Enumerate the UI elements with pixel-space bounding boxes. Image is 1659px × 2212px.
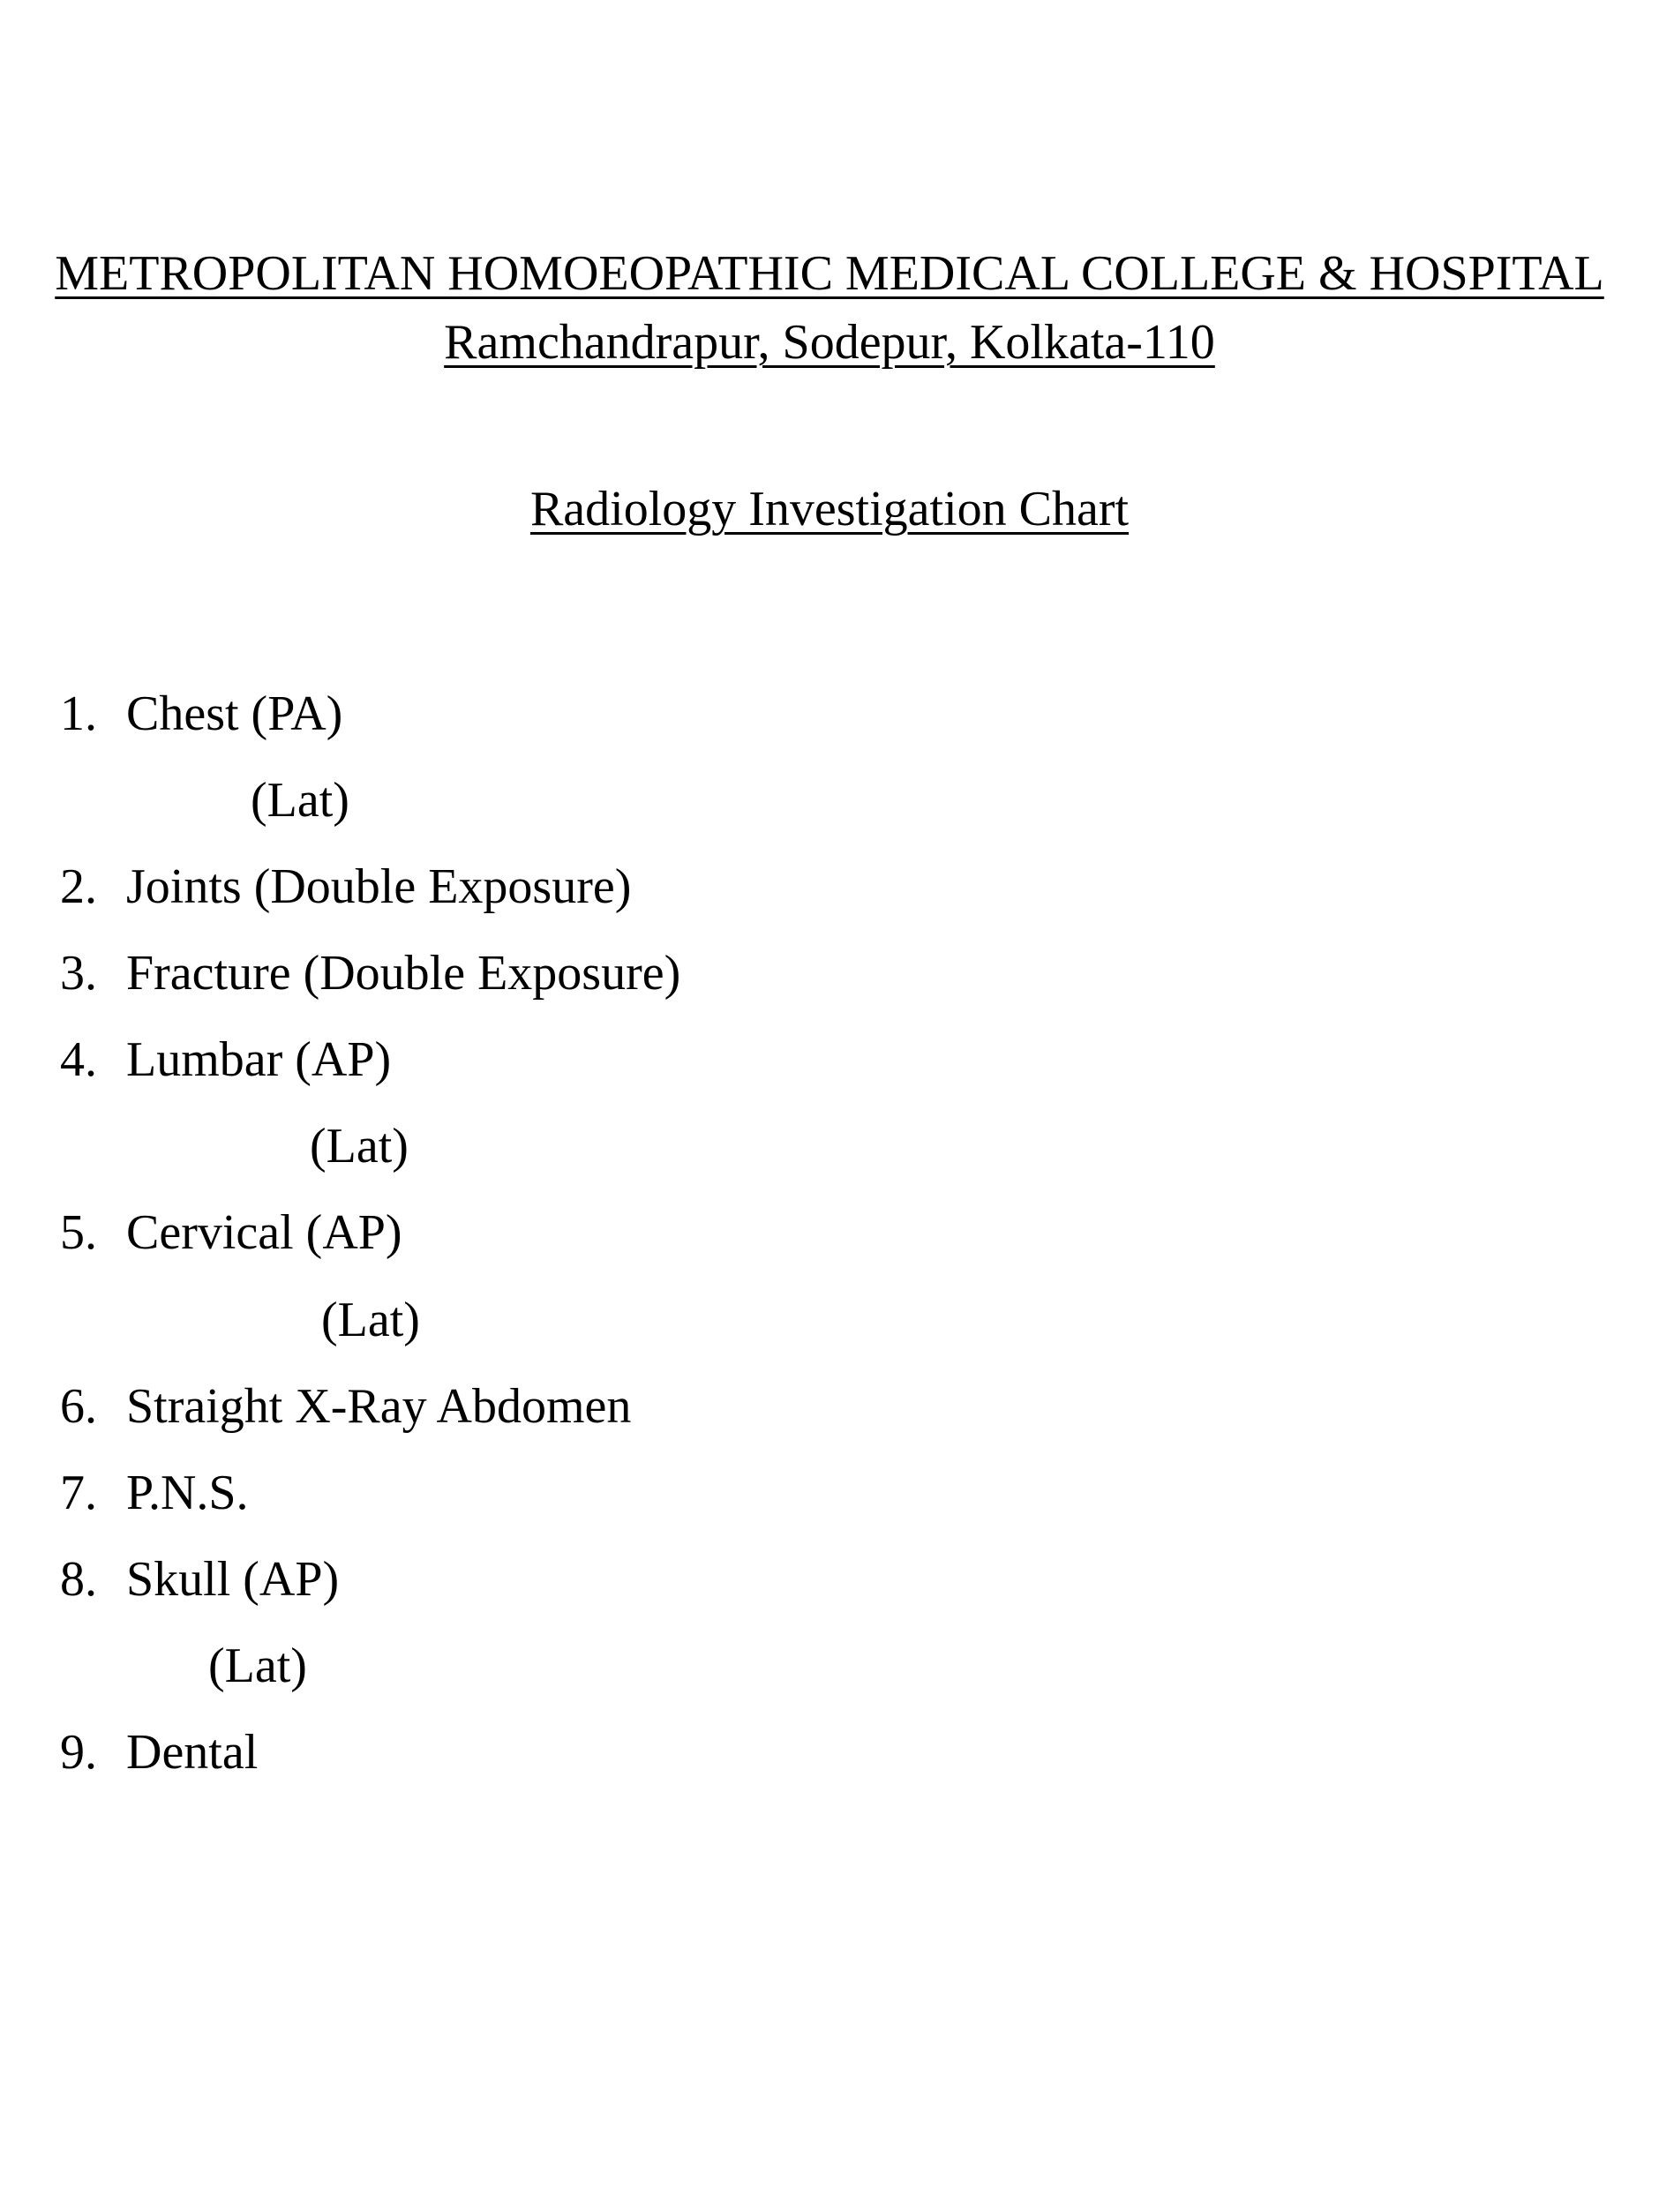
item-text: Joints (Double Exposure) xyxy=(126,859,632,914)
item-text: P.N.S. xyxy=(126,1466,249,1520)
item-number: 9. xyxy=(60,1725,97,1780)
item-number: 2. xyxy=(60,859,97,914)
document-title-text: Radiology Investigation Chart xyxy=(529,482,1130,536)
item-sub-view: (Lat) xyxy=(321,1293,420,1347)
item-text: Skull (AP) xyxy=(126,1552,340,1607)
item-number: 7. xyxy=(60,1466,97,1520)
item-text: Dental xyxy=(126,1725,259,1780)
item-number: 4. xyxy=(60,1032,97,1087)
item-sub-view: (Lat) xyxy=(208,1638,307,1693)
item-text: Straight X-Ray Abdomen xyxy=(126,1379,632,1434)
item-number: 3. xyxy=(60,946,97,1001)
item-text: Fracture (Double Exposure) xyxy=(126,946,681,1001)
institution-address-text: Ramchandrapur, Sodepur, Kolkata-110 xyxy=(444,315,1215,370)
item-text: Chest (PA) xyxy=(126,686,343,741)
item-sub-view: (Lat) xyxy=(310,1119,409,1173)
item-number: 6. xyxy=(60,1379,97,1434)
item-number: 1. xyxy=(60,686,97,741)
institution-name-text: METROPOLITAN HOMOEOPATHIC MEDICAL COLLEGE & HOSPITAL xyxy=(55,246,1604,301)
item-text: Cervical (AP) xyxy=(126,1205,402,1260)
item-sub-view: (Lat) xyxy=(251,773,349,828)
item-text: Lumbar (AP) xyxy=(126,1032,392,1087)
item-number: 8. xyxy=(60,1552,97,1607)
item-number: 5. xyxy=(60,1205,97,1260)
